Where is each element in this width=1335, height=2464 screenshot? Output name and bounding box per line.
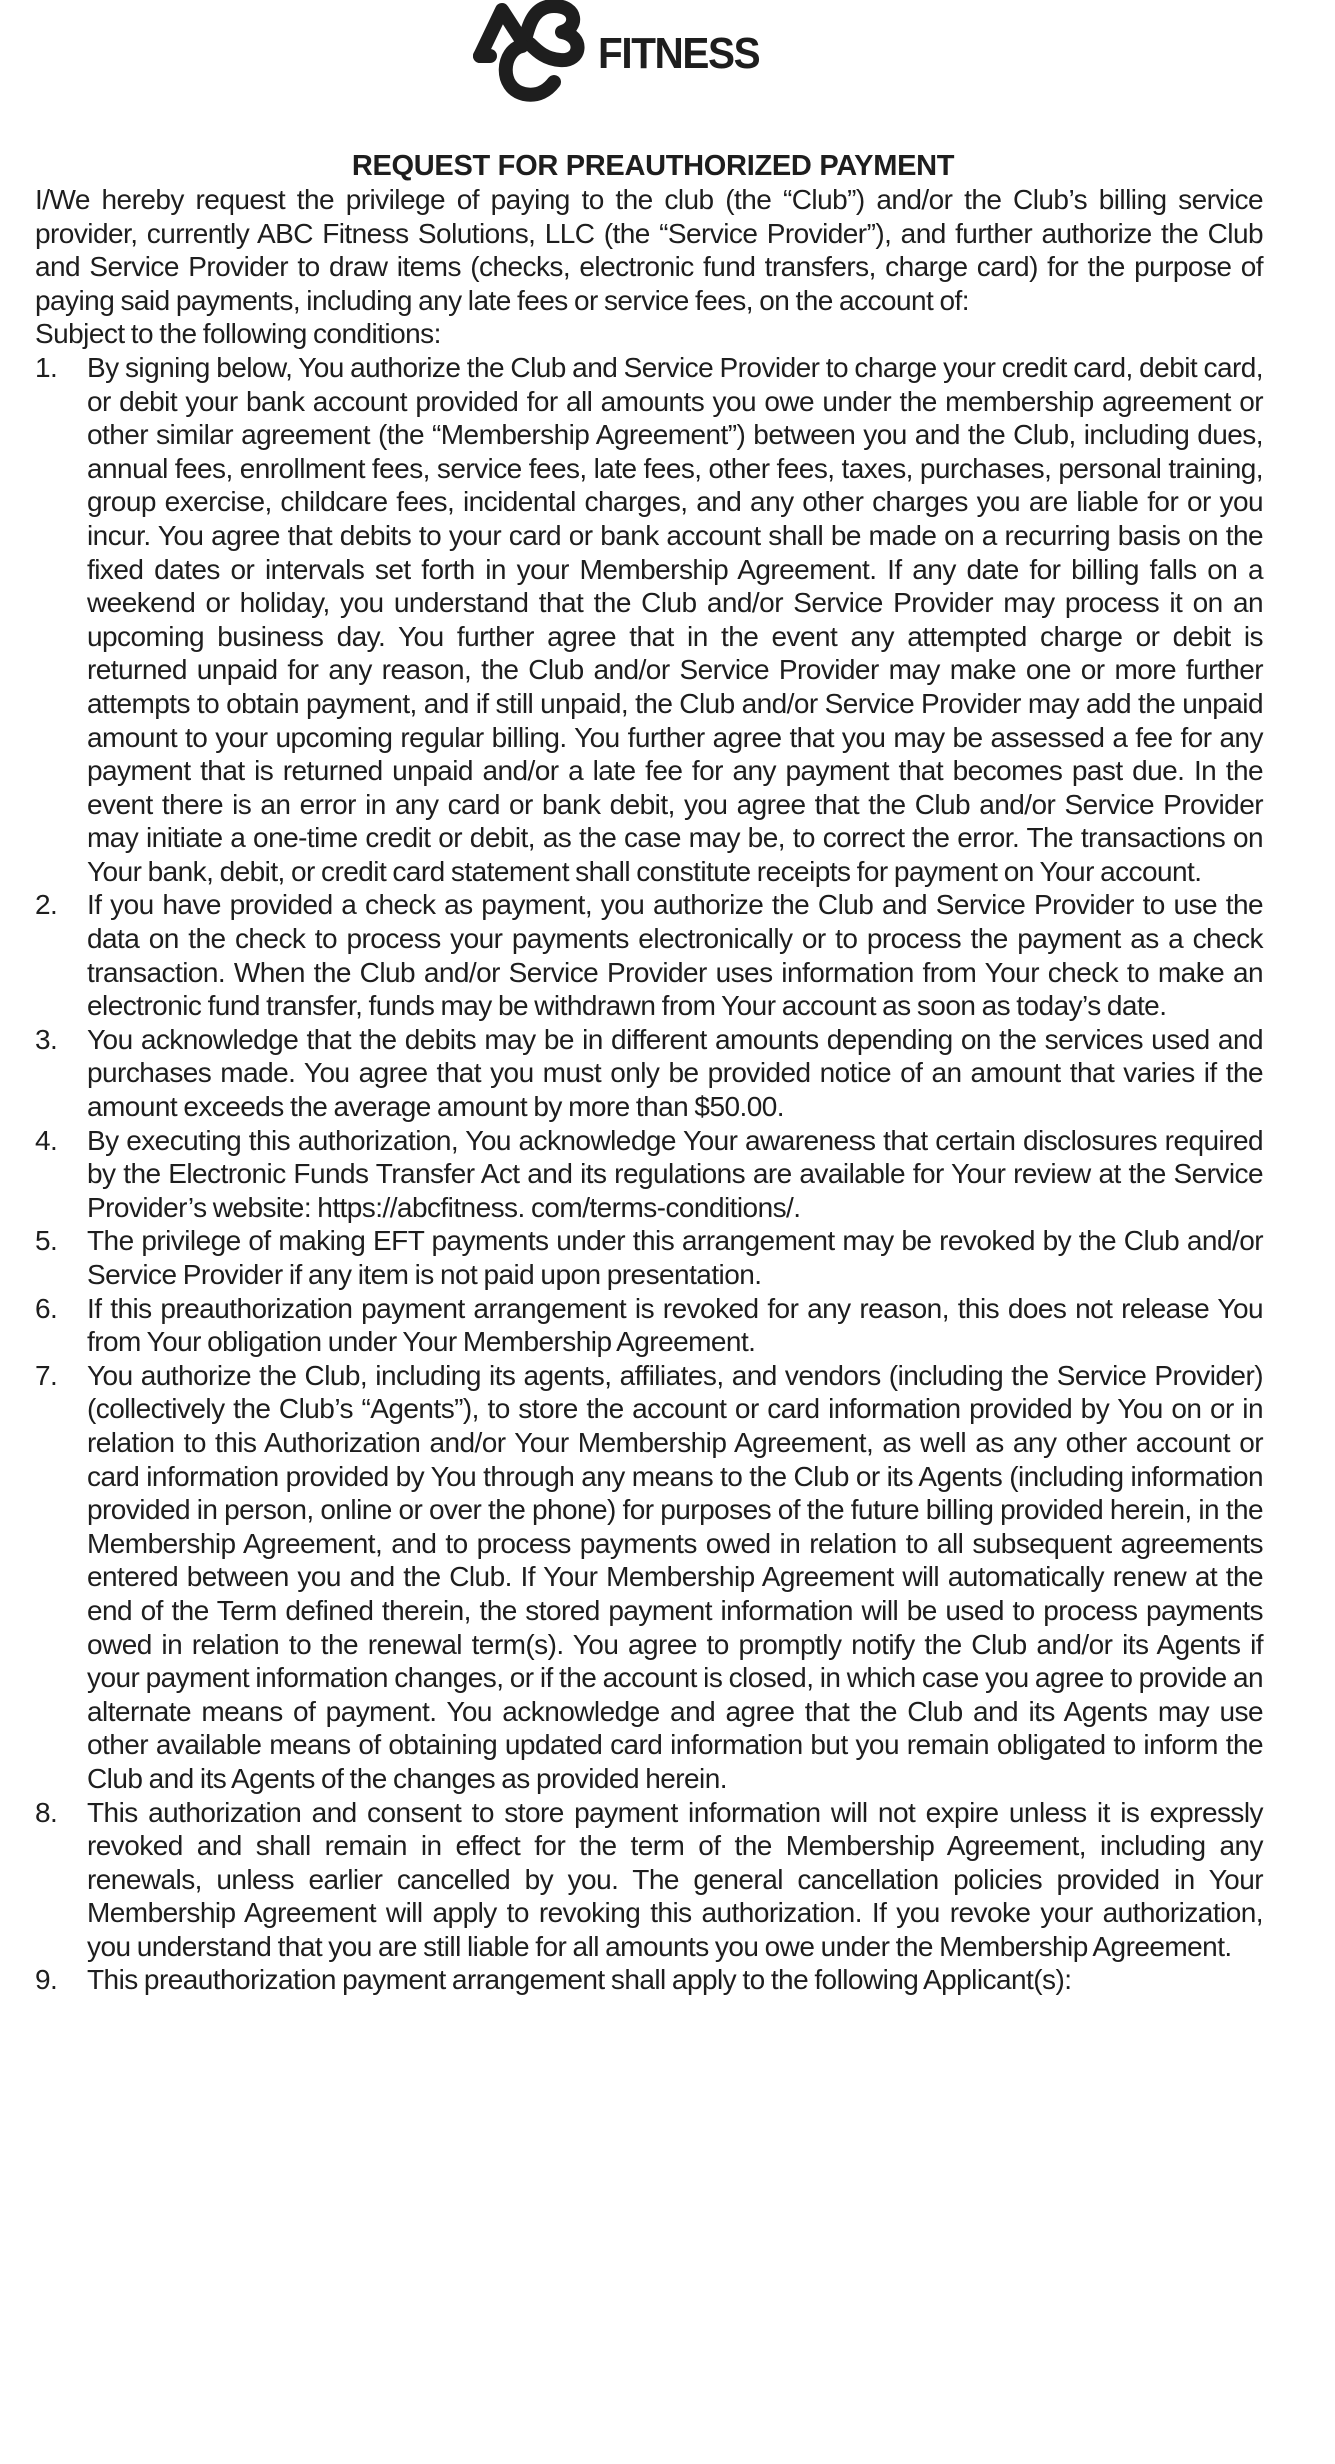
condition-item-9 xyxy=(35,1963,1263,1997)
condition-number: 1. xyxy=(35,351,58,383)
condition-text: If you have provided a check as payment, you authorize the Club and Service Provider to use the data on the check to process your payments electronically or to process the payment as a check transaction. When the Club and/or Service Provider uses information from Your check to make an electronic fund transfer, funds may be withdrawn from Your account as soon as today’s date. xyxy=(87,889,1263,1022)
condition-item-3 xyxy=(35,1023,1263,1124)
conditions-list xyxy=(35,351,1263,1997)
condition-item-4 xyxy=(35,1124,1263,1225)
abc-fitness-logo xyxy=(462,0,773,100)
conditions-heading: Subject to the following conditions: xyxy=(35,318,441,350)
condition-item-7 xyxy=(35,1359,1263,1796)
condition-text: By signing below, You authorize the Club and Service Provider to charge your credit card, debit card, or debit your bank account provided for all amounts you owe under the membership agreement or other similar agreement (the “Membership Agreement”) between you and the Club, including dues, annual fees, enrollment fees, service fees, late fees, other fees, taxes, purchases, personal training, group exercise, childcare fees, incidental charges, and any other charges you are liable for or you incur. You agree that debits to your card or bank account shall be made on a recurring basis on the fixed dates or intervals set forth in your Membership Agreement. If any date for billing falls on a weekend or holiday, you understand that the Club and/or Service Provider may process it on an upcoming business day. You further agree that in the event any attempted charge or debit is returned unpaid for any reason, the Club and/or Service Provider may make one or more further attempts to obtain payment, and if still unpaid, the Club and/or Service Provider may add the unpaid amount to your upcoming regular billing. You further agree that you may be assessed a fee for any payment that is returned unpaid and/or a late fee for any payment that becomes past due. In the event there is an error in any card or bank debit, you agree that the Club and/or Service Provider may initiate a one-time credit or debit, as the case may be, to correct the error. The transactions on Your bank, debit, or credit card statement shall constitute receipts for payment on Your account. xyxy=(87,351,1263,887)
condition-number: 4. xyxy=(35,1124,58,1156)
condition-item-8 xyxy=(35,1796,1263,1964)
document-title: REQUEST FOR PREAUTHORIZED PAYMENT xyxy=(351,150,955,182)
condition-text: The privilege of making EFT payments under this arrangement may be revoked by the Club and/or Service Provider if any item is not paid upon presentation. xyxy=(87,1225,1263,1290)
condition-text: You authorize the Club, including its agents, affiliates, and vendors (including the Service Provider) (collectively the Club’s “Agents”), to store the account or card information provided by You on or in relation to this Authorization and/or Your Membership Agreement, as well as any other account or card information provided by You through any means to the Club or its Agents (including information provided in person, online or over the phone) for purposes of the future billing provided herein, in the Membership Agreement, and to process payments owed in relation to all subsequent agreements entered between you and the Club. If Your Membership Agreement will automatically renew at the end of the Term defined therein, the stored payment information will be used to process payments owed in relation to the renewal term(s). You agree to promptly notify the Club and/or its Agents if your payment information changes, or if the account is closed, in which case you agree to provide an alternate means of payment. You acknowledge and agree that the Club and its Agents may use other available means of obtaining updated card information but you remain obligated to inform the Club and its Agents of the changes as provided herein. xyxy=(87,1359,1263,1794)
abc-monogram-icon xyxy=(462,0,590,102)
condition-number: 8. xyxy=(35,1796,58,1828)
condition-number: 6. xyxy=(35,1292,58,1324)
condition-item-1 xyxy=(35,351,1263,889)
condition-number: 7. xyxy=(35,1359,58,1391)
condition-text: By executing this authorization, You acknowledge Your awareness that certain disclosures required by the Electronic Funds Transfer Act and its regulations are available for Your review at the Service Provider’s website: https://abcfitness. com/terms-conditions/. xyxy=(87,1124,1263,1223)
preauthorized-payment-document xyxy=(35,149,1263,1997)
intro-paragraph: I/We hereby request the privilege of paying to the club (the “Club”) and/or the Club’s billing service provider, currently ABC Fitness Solutions, LLC (the “Service Provider”), and further authorize the Club and Service Provider to draw items (checks, electronic fund transfers, charge card) for the purpose of paying said payments, including any late fees or service fees, on the account of: xyxy=(35,184,1263,316)
condition-text: You acknowledge that the debits may be in different amounts depending on the services used and purchases made. You agree that you must only be provided notice of an amount that varies if the amount exceeds the average amount by more than $50.00. xyxy=(87,1023,1263,1123)
condition-number: 3. xyxy=(35,1023,58,1055)
logo-wordmark: FITNESS xyxy=(598,29,760,78)
condition-text: If this preauthorization payment arrangement is revoked for any reason, this does not release You from Your obligation under Your Membership Agreement. xyxy=(87,1292,1263,1358)
condition-number: 2. xyxy=(35,889,58,921)
condition-item-6 xyxy=(35,1292,1263,1359)
condition-item-2 xyxy=(35,888,1263,1022)
condition-item-5 xyxy=(35,1224,1263,1291)
condition-number: 5. xyxy=(35,1225,58,1257)
condition-text: This authorization and consent to store payment information will not expire unless it is expressly revoked and shall remain in effect for the term of the Membership Agreement, including any renewals, unless earlier cancelled by you. The general cancellation policies provided in Your Membership Agreement will apply to revoking this authorization. If you revoke your authorization, you understand that you are still liable for all amounts you owe under the Membership Agreement. xyxy=(87,1796,1263,1962)
condition-number: 9. xyxy=(35,1964,58,1996)
condition-text: This preauthorization payment arrangement shall apply to the following Applicant(s): xyxy=(87,1964,1072,1996)
